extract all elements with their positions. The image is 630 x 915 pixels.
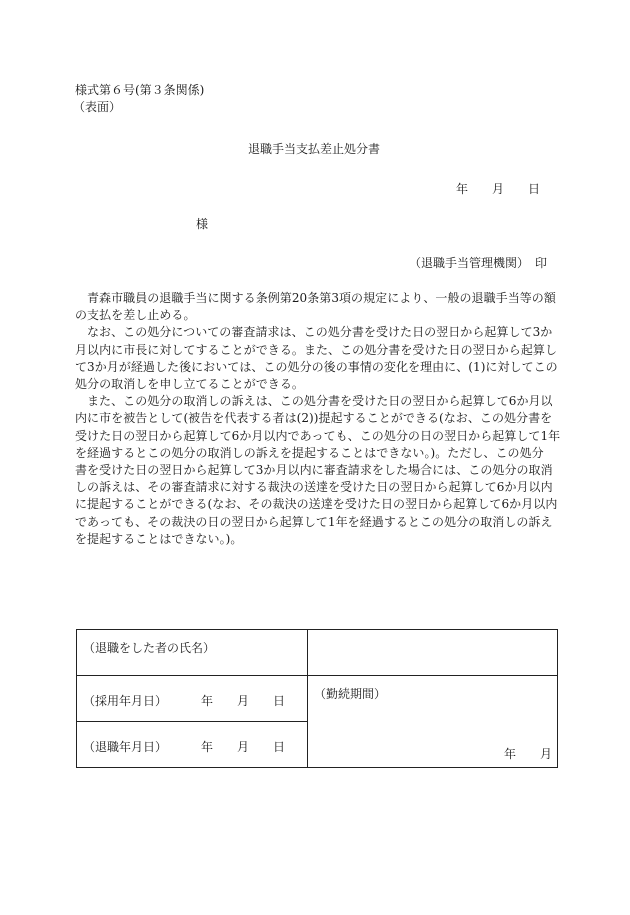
body-line: であっても、その裁決の日の翌日から起算して1年を経過するとこの処分の取消しの訴え xyxy=(75,514,553,529)
hire-day-label: 日 xyxy=(273,694,286,708)
body-line: を経過するとこの処分の取消しの訴えを提起することはできない。)。ただし、この処分 xyxy=(75,445,544,460)
body-line: の支払を差し止める。 xyxy=(75,308,196,323)
hire-month-label: 月 xyxy=(237,694,250,708)
body-line: 内に市を被告として(被告を代表する者は(2))提起することができる(なお、この処分書を xyxy=(75,411,553,426)
body-line: 受けた日の翌日から起算して6か月以内であっても、この処分の日の翌日から起算して1年 xyxy=(75,428,561,443)
issuer-line: （退職手当管理機関） 印 xyxy=(409,256,548,270)
retire-year-label: 年 xyxy=(201,740,214,754)
service-period-label: （勤続期間） xyxy=(314,687,387,701)
hire-year-label: 年 xyxy=(201,694,214,708)
hire-date-label: （採用年月日） xyxy=(83,694,168,708)
body-line: しの訴えは、その審査請求に対する裁決の送達を受けた日の翌日から起算して6か月以内 xyxy=(75,480,553,495)
retire-date-label: （退職年月日） xyxy=(83,740,168,754)
name-value-cell[interactable] xyxy=(308,630,558,676)
hire-date-cell[interactable] xyxy=(77,676,308,722)
paragraph-2 xyxy=(75,324,555,341)
name-cell[interactable] xyxy=(77,630,308,676)
body-line: なお、この処分についての審査請求は、この処分書を受けた日の翌日から起算して3か xyxy=(87,325,553,340)
body-line: て3か月が経過した後においては、この処分の後の事情の変化を理由に、(1)に対してこの xyxy=(75,359,558,374)
retire-date-cell[interactable] xyxy=(77,722,308,768)
service-period-cell[interactable] xyxy=(308,676,558,768)
date-year: 年 xyxy=(456,182,469,196)
document-title: 退職手当支払差止処分書 xyxy=(248,142,381,156)
form-number: 様式第６号(第３条関係) xyxy=(75,83,205,97)
body-line: 処分の取消しを申し立てることができる。 xyxy=(75,377,304,392)
body-line: 青森市職員の退職手当に関する条例第20条第3項の規定により、一般の退職手当等の額 xyxy=(87,291,556,305)
service-year-label: 年 xyxy=(504,747,517,761)
body-line: また、この処分の取消しの訴えは、この処分書を受けた日の翌日から起算して6か月以 xyxy=(87,394,553,409)
retire-month-label: 月 xyxy=(237,740,250,754)
body-line: に提起することができる(なお、その裁決の送達を受けた日の翌日から起算して6か月以内 xyxy=(75,497,558,512)
name-label: （退職をした者の氏名） xyxy=(83,641,216,655)
paragraph-1 xyxy=(75,290,555,307)
paragraph-3 xyxy=(75,393,555,410)
retire-day-label: 日 xyxy=(273,740,286,754)
date-day: 日 xyxy=(528,182,541,196)
body-line: を提起することはできない。)。 xyxy=(75,531,243,546)
body-line: 月以内に市長に対してすることができる。また、この処分書を受けた日の翌日から起算し xyxy=(75,342,558,357)
addressee-suffix: 様 xyxy=(196,217,209,231)
side-label: （表面） xyxy=(73,100,122,114)
body-text xyxy=(75,290,561,548)
date-month: 月 xyxy=(492,182,505,196)
retiree-info-table xyxy=(76,629,558,768)
service-month-label: 月 xyxy=(540,747,553,761)
body-line: 書を受けた日の翌日から起算して3か月以内に審査請求をした場合には、この処分の取消 xyxy=(75,463,553,478)
